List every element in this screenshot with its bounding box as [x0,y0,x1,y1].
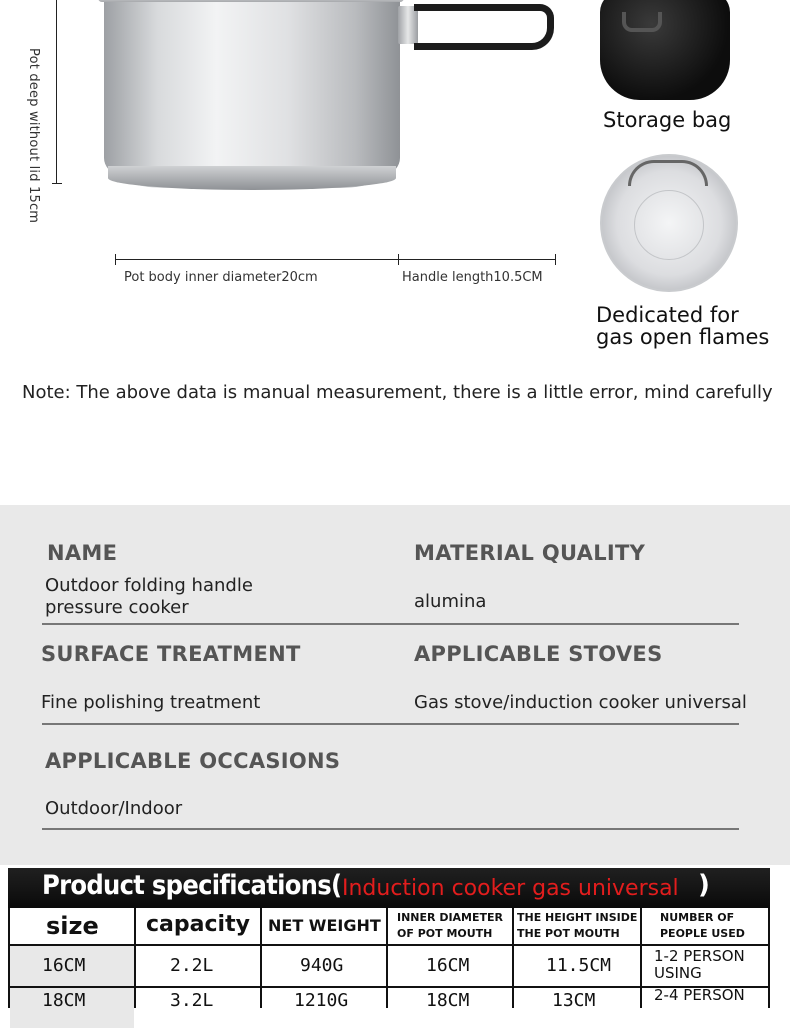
pot-lid-clip [628,160,708,186]
row-2-capacity-text: 3.2L [170,990,214,1011]
occasions-label: APPLICABLE OCCASIONS [45,749,341,773]
specs-divider-2 [42,723,739,725]
header-inner-diameter-line2: OF POT MOUTH [397,927,493,940]
table-subtitle: Induction cooker gas universal [342,876,679,901]
table-row-1-height [514,946,640,986]
pot-body [104,0,400,188]
table-row-1-size [10,946,134,986]
name-value-line1: Outdoor folding handle [45,575,253,596]
occasions-value: Outdoor/Indoor [45,798,183,819]
header-height [514,908,640,944]
measurement-note: Note: The above data is manual measurement, there is a little error, mind carefully [22,382,773,403]
material-label: MATERIAL QUALITY [414,541,646,565]
row-1-people-line1: 1-2 PERSON [654,947,745,965]
table-row-1-capacity [136,946,260,986]
row-2-inner-diameter-text: 18CM [426,990,470,1011]
row-1-size-text: 16CM [42,955,86,976]
header-net-weight-text: NET WEIGHT [268,916,381,935]
handle-length-label: Handle length10.5CM [402,270,543,285]
table-row-2-people [642,988,768,1028]
row-1-net-weight-text: 940G [300,955,344,976]
storage-bag-strap [622,12,662,32]
lid-caption-line1: Dedicated for [596,303,739,327]
pot-base [108,166,396,190]
header-size-text: size [46,912,99,940]
header-people-line1: NUMBER OF [660,911,735,924]
material-value: alumina [414,591,487,612]
header-inner-diameter-line1: INNER DIAMETER [397,911,504,924]
specs-section [0,505,790,865]
header-people-text [660,910,745,942]
product-dimensions-section [0,0,790,440]
row-1-people-line2: USING [654,964,702,982]
header-people [642,908,768,944]
row-1-height-text: 11.5CM [546,955,612,976]
table-title: Product specifications( [42,870,342,901]
storage-bag-image [600,0,730,100]
header-inner-diameter [388,908,512,944]
table-row-1-net-weight [262,946,386,986]
handle-measure-tick-right [555,254,556,265]
lid-caption [596,304,786,348]
surface-label: SURFACE TREATMENT [41,642,301,666]
table-row-1-people [642,946,768,986]
header-capacity-text: capacity [146,912,250,937]
header-capacity [136,908,260,944]
table-title-end: ) [698,870,710,900]
diameter-measure-tick-left [115,254,116,265]
surface-value: Fine polishing treatment [41,692,261,713]
name-label: NAME [47,541,118,565]
name-value-line2: pressure cooker [45,597,189,618]
table-title-bar [8,868,770,908]
header-height-line1: THE HEIGHT INSIDE [517,911,638,924]
row-2-height-text: 13CM [552,990,596,1011]
row-2-people-text: 2-4 PERSON [654,988,745,1004]
stoves-value: Gas stove/induction cooker universal [414,692,747,713]
row-1-inner-diameter-text: 16CM [426,955,470,976]
row-1-people-text [654,948,745,982]
table-row-2-height [514,988,640,1028]
header-size [10,908,134,944]
specs-divider-1 [42,623,739,625]
depth-measure-line [56,0,57,184]
handle-grip [414,4,554,50]
table-row-2-inner-diameter [388,988,512,1028]
product-spec-table [8,868,770,1011]
pot-handle-image [398,0,558,54]
header-height-text [517,910,637,942]
storage-bag-caption: Storage bag [603,108,732,132]
header-people-line2: PEOPLE USED [660,927,745,940]
depth-measure-tick [52,183,62,184]
row-2-size-text: 18CM [42,990,86,1011]
inner-diameter-label: Pot body inner diameter20cm [124,270,318,285]
diameter-measure-line [116,259,398,260]
handle-measure-line [399,259,555,260]
table-row-1-inner-diameter [388,946,512,986]
table-row-2-capacity [136,988,260,1028]
name-value [45,575,253,619]
pressure-cooker-image [98,0,404,208]
header-net-weight [262,908,386,944]
row-2-net-weight-text: 1210G [294,990,349,1011]
depth-label: Pot deep without lid 15cm [26,48,41,224]
header-height-line2: THE POT MOUTH [517,927,620,940]
stoves-label: APPLICABLE STOVES [414,642,663,666]
lid-caption-line2: gas open flames [596,325,770,349]
header-inner-diameter-text [397,910,503,942]
specs-divider-3 [42,828,739,830]
table-row-2-net-weight [262,988,386,1028]
pot-rim [98,0,404,2]
table-row-2-size [10,988,134,1028]
row-1-capacity-text: 2.2L [170,955,214,976]
pot-lid-center [634,190,704,260]
